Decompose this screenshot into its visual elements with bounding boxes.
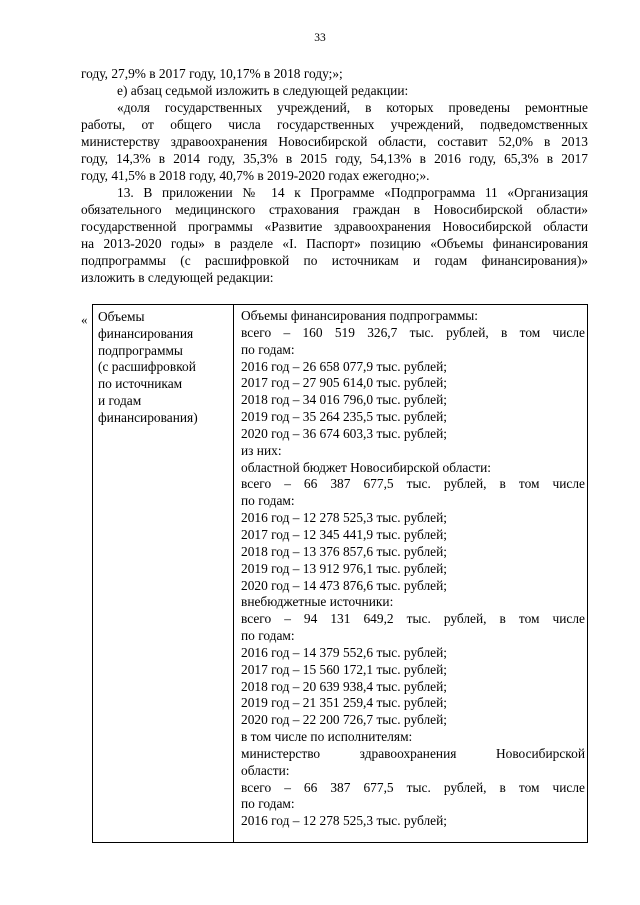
paragraph-line: году, 27,9% в 2017 году, 10,17% в 2018 году;»; (81, 66, 343, 81)
financing-table (92, 304, 588, 843)
table-right-cell (241, 308, 585, 830)
right-cell-line: 2019 год – 13 912 976,1 тыс. рублей; (241, 560, 447, 576)
right-cell-line: по годам: (241, 796, 295, 812)
left-cell-line: и годам (98, 392, 142, 408)
right-cell-line: 2020 год – 14 473 876,6 тыс. рублей; (241, 577, 447, 593)
left-cell-line: финансирования) (98, 409, 198, 425)
right-cell-line: внебюджетные источники: (241, 594, 394, 610)
paragraph-line: подпрограммы (с расшифровкой по источникам и годам финансирования)» (81, 253, 588, 268)
paragraph-line: государственной программы «Развитие здравоохранения Новосибирской области (81, 219, 588, 234)
right-cell-line: в том числе по исполнителям: (241, 729, 413, 745)
right-cell-line: всего – 66 387 677,5 тыс. рублей, в том числе (241, 476, 585, 492)
right-cell-line: 2018 год – 20 639 938,4 тыс. рублей; (241, 678, 447, 694)
paragraph-line: году, 14,3% в 2014 году, 35,3% в 2015 году, 54,13% в 2016 году, 65,3% в 2017 (81, 151, 588, 166)
paragraph-line: на 2013-2020 годы» в разделе «I. Паспорт» позицию «Объемы финансирования (81, 236, 588, 251)
right-cell-line: по годам: (241, 493, 295, 509)
paragraph-line: е) абзац седьмой изложить в следующей редакции: (117, 83, 409, 98)
paragraph-line: изложить в следующей редакции: (81, 270, 274, 285)
page-number: 33 (314, 32, 326, 44)
right-cell-line: 2020 год – 22 200 726,7 тыс. рублей; (241, 712, 447, 728)
table-left-cell (98, 309, 230, 427)
paragraph-line: 13. В приложении № 14 к Программе «Подпрограмма 11 «Организация (117, 185, 588, 200)
right-cell-line: 2020 год – 36 674 603,3 тыс. рублей; (241, 425, 447, 441)
paragraph-line: обязательного медицинского страхования граждан в Новосибирской области» (81, 202, 588, 217)
right-cell-line: министерство здравоохранения Новосибирской (241, 745, 585, 761)
right-cell-line: из них: (241, 442, 282, 458)
right-cell-line: 2016 год – 26 658 077,9 тыс. рублей; (241, 358, 447, 374)
right-cell-line: области: (241, 762, 290, 778)
right-cell-line: областной бюджет Новосибирской области: (241, 459, 492, 475)
paragraph-line: министерству здравоохранения Новосибирской области, составит 52,0% в 2013 (81, 134, 588, 149)
right-cell-line: по годам: (241, 341, 295, 357)
right-cell-line: всего – 66 387 677,5 тыс. рублей, в том числе (241, 779, 585, 795)
right-cell-line: Объемы финансирования подпрограммы: (241, 308, 479, 323)
right-cell-line: 2016 год – 14 379 552,6 тыс. рублей; (241, 644, 447, 660)
paragraph-line: «доля государственных учреждений, в которых проведены ремонтные (117, 100, 588, 115)
right-cell-line: 2016 год – 12 278 525,3 тыс. рублей; (241, 813, 447, 829)
right-cell-line: всего – 160 519 326,7 тыс. рублей, в том числе (241, 324, 585, 340)
opening-quote: « (81, 312, 88, 327)
right-cell-line: 2018 год – 34 016 796,0 тыс. рублей; (241, 392, 447, 408)
right-cell-line: 2018 год – 13 376 857,6 тыс. рублей; (241, 543, 447, 559)
right-cell-line: всего – 94 131 649,2 тыс. рублей, в том числе (241, 611, 585, 627)
left-cell-line: по источникам (98, 376, 183, 392)
right-cell-line: 2017 год – 15 560 172,1 тыс. рублей; (241, 661, 447, 677)
left-cell-line: Объемы (98, 309, 145, 324)
right-cell-line: 2017 год – 27 905 614,0 тыс. рублей; (241, 375, 447, 391)
left-cell-line: подпрограммы (98, 342, 183, 358)
paragraph-line: работы, от общего числа государственных учреждений, подведомственных (81, 117, 588, 132)
right-cell-line: 2016 год – 12 278 525,3 тыс. рублей; (241, 510, 447, 526)
left-cell-line: (с расшифровкой (98, 359, 196, 375)
right-cell-line: по годам: (241, 628, 295, 644)
column-divider (233, 305, 234, 842)
right-cell-line: 2019 год – 35 264 235,5 тыс. рублей; (241, 409, 447, 425)
paragraph-line: году, 41,5% в 2018 году, 40,7% в 2019-2020 годах ежегодно;». (81, 168, 430, 183)
left-cell-line: финансирования (98, 325, 194, 341)
right-cell-line: 2017 год – 12 345 441,9 тыс. рублей; (241, 526, 447, 542)
right-cell-line: 2019 год – 21 351 259,4 тыс. рублей; (241, 695, 447, 711)
